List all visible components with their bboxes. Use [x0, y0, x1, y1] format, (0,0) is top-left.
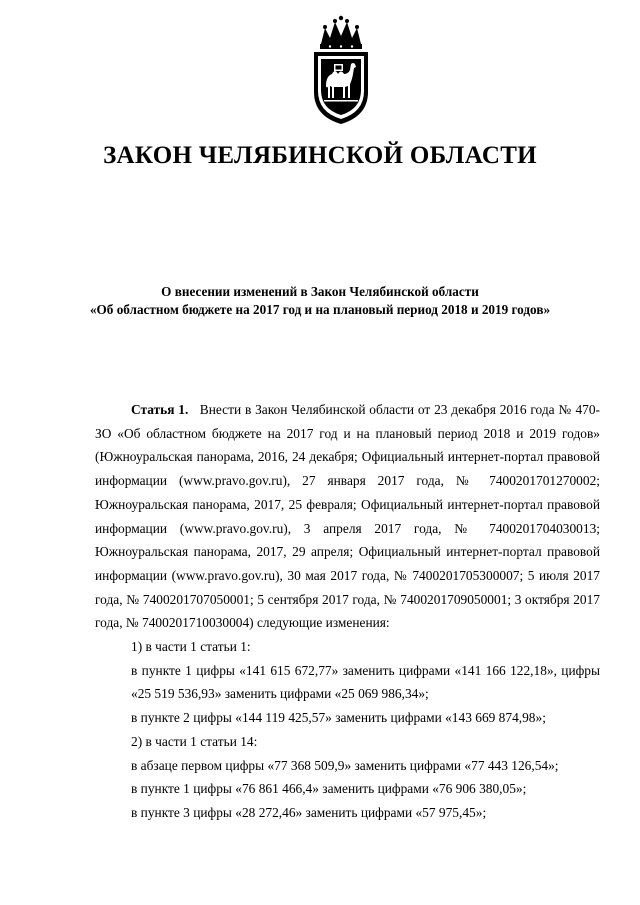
list-item: в пункте 3 цифры «28 272,46» заменить цифрами «57 975,45»; [131, 804, 487, 820]
list-item: в абзаце первом цифры «77 368 509,9» заменить цифрами «77 443 126,54»; [131, 757, 559, 773]
list-item: в пункте 1 цифры «76 861 466,4» заменить цифрами «76 906 380,05»; [131, 781, 527, 797]
list-item: 1) в части 1 статьи 1: [131, 639, 251, 655]
article-label: Статья 1. [131, 402, 189, 417]
law-subtitle-line2: «Об областном бюджете на 2017 год и на плановый период 2018 и 2019 годов» [89, 302, 551, 317]
document-body [95, 398, 600, 825]
coat-of-arms-icon [308, 14, 374, 126]
article-text: Внести в Закон Челябинской области от 23 декабря 2016 года № 470-ЗО «Об областном бюджете на 2017 год и на плановый период 2018 и 2019 годов» (Южноуральская панорама, 2016, 24 декабря; Официальный интернет-портал правовой информации (www.pravo.gov.ru), 27 января 2017 года, № 7400201701270002; Южноуральская панорама, 2017, 25 февраля; Официальный интернет-портал правовой информации (www.pravo.gov.ru), 3 апреля 2017 года, № 7400201704030013; Южноуральская панорама, 2017, 29 апреля; Официальный интернет-портал правовой информации (www.pravo.gov.ru), 30 мая 2017 года, № 7400201705300007; 5 июля 2017 года, № 7400201707050001; 5 сентября 2017 года, № 7400201709050001; 3 октября 2017 года, № 7400201710030004) следующие изменения: [95, 402, 600, 631]
law-title: ЗАКОН ЧЕЛЯБИНСКОЙ ОБЛАСТИ [103, 142, 537, 169]
list-item: в пункте 2 цифры «144 119 425,57» заменить цифрами «143 669 874,98»; [131, 710, 546, 726]
list-item: 2) в части 1 статьи 14: [131, 733, 258, 749]
list-item: в пункте 1 цифры «141 615 672,77» заменить цифрами «141 166 122,18», цифры «25 519 536,93» заменить цифрами «25 069 986,34»; [131, 662, 600, 702]
article-paragraph [95, 398, 600, 635]
law-subtitle-line1: О внесении изменений в Закон Челябинской области [161, 284, 479, 299]
